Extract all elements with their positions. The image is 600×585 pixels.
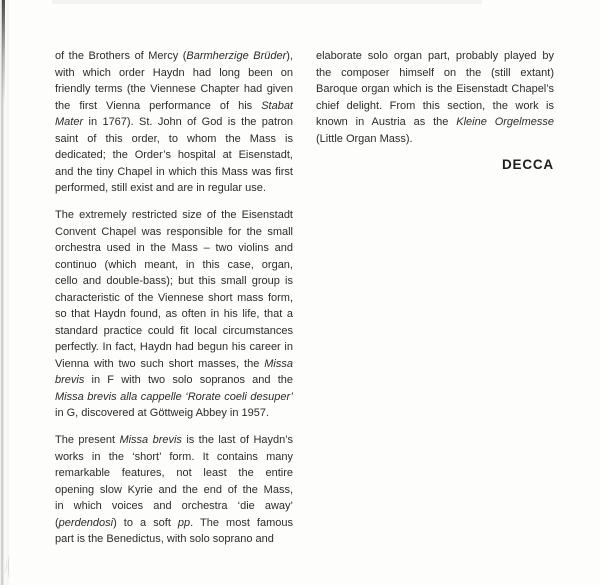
text-segment: opening slow Kyrie and the end of the Mass,: [55, 483, 293, 496]
text-line: [55, 273, 293, 290]
text-segment: perfectly. In fact, Haydn had begun his career in: [55, 341, 293, 353]
right-text-column: [316, 48, 554, 147]
text-line: [55, 306, 293, 323]
text-segment: is the last of Haydn’s: [181, 434, 293, 446]
italic-text-segment: Mater: [55, 116, 84, 128]
italic-text-segment: Kleine Orgelmesse: [456, 116, 554, 128]
text-line: [55, 48, 293, 65]
text-segment: The extremely restricted size of the Eisenstadt: [55, 209, 293, 221]
text-line: [55, 224, 293, 241]
text-segment: standard practice could fit local circumstances: [55, 324, 293, 337]
text-line: [55, 147, 293, 164]
italic-text-segment: perdendosi: [58, 516, 114, 529]
text-segment: in F with two solo sopranos and the: [84, 374, 293, 386]
text-line: [316, 65, 554, 82]
text-segment: so that Haydn found, as often in his life, that a: [55, 308, 293, 320]
text-segment: performed, still exist and are in regular use.: [55, 182, 266, 194]
text-segment: the first Vienna performance of his: [55, 99, 262, 112]
text-line: [55, 180, 293, 197]
text-segment: remarkable features, not least the entire: [55, 467, 293, 479]
paragraph: [55, 207, 293, 422]
text-line: [55, 131, 293, 148]
text-line: [316, 114, 554, 131]
text-segment: continuo (which meant, in this case, organ,: [55, 258, 293, 271]
text-segment: saint of this order, to whom the Mass is: [55, 132, 293, 145]
text-line: [55, 81, 293, 98]
text-segment: part is the Benedictus, with solo soprano and: [55, 533, 274, 545]
text-line: [55, 389, 293, 406]
text-line: [55, 449, 293, 466]
text-line: [55, 65, 293, 82]
text-line: [55, 498, 293, 515]
italic-text-segment: Stabat: [261, 99, 293, 112]
text-segment: elaborate solo organ part, probably played by: [316, 50, 554, 62]
italic-text-segment: Missa: [264, 357, 293, 370]
text-line: [55, 482, 293, 499]
italic-text-segment: Missa brevis alla cappelle ‘Rorate coeli desuper’: [55, 390, 293, 403]
italic-text-segment: Barmherzige Brüder: [186, 50, 287, 62]
text-line: [55, 405, 293, 422]
text-segment: in G, discovered at Göttweig Abbey in 1957.: [55, 407, 270, 419]
text-line: [316, 131, 554, 148]
text-line: [316, 98, 554, 115]
text-line: [55, 531, 293, 548]
text-line: [55, 323, 293, 340]
text-line: [55, 240, 293, 257]
text-line: [55, 432, 293, 449]
text-segment: in which voices and orchestra ‘die away’: [55, 500, 293, 512]
text-segment: characteristic of the Viennese short mass form,: [55, 291, 293, 304]
text-segment: in 1767). St. John of God is the patron: [83, 116, 293, 128]
italic-text-segment: pp: [177, 516, 191, 529]
italic-text-segment: Missa brevis: [119, 434, 182, 446]
text-line: [55, 114, 293, 131]
publisher-logo-text: DECCA: [501, 157, 554, 172]
text-segment: friendly terms (the Viennese Chapter had given: [55, 83, 293, 95]
text-segment: the composer himself on the (still extant): [316, 66, 554, 79]
text-line: [316, 81, 554, 98]
text-line: [55, 372, 293, 389]
text-line: [55, 98, 293, 115]
text-segment: ) to a soft: [113, 516, 178, 529]
italic-text-segment: brevis: [55, 374, 85, 386]
text-segment: Vienna with two such short masses, the: [55, 357, 265, 370]
paragraph: [316, 48, 554, 147]
text-segment: orchestra used in the Mass – two violins and: [55, 242, 293, 254]
text-line: [55, 290, 293, 307]
text-segment: cello and double-bass); but this small group is: [55, 275, 293, 287]
text-line: [55, 515, 293, 532]
text-segment: with which order Haydn had long been on: [55, 66, 293, 79]
text-segment: and the tiny Chapel in which this Mass was first: [55, 165, 293, 178]
text-line: [55, 257, 293, 274]
top-scan-artifact: [52, 0, 482, 4]
left-text-column: [55, 48, 293, 548]
text-line: [55, 465, 293, 482]
text-segment: ),: [286, 50, 293, 62]
spine-top-scan-artifact: [2, 0, 5, 105]
text-segment: Convent Chapel was responsible for the small: [55, 225, 293, 238]
text-segment: dedicated; the Order’s hospital at Eisenstadt,: [55, 149, 293, 161]
text-line: [55, 164, 293, 181]
text-segment: of the Brothers of Mercy (: [55, 50, 187, 62]
paragraph: [55, 48, 293, 197]
text-segment: known in Austria as the: [316, 116, 457, 128]
text-line: [55, 339, 293, 356]
bottom-left-scan-artifact: [1, 553, 15, 581]
text-line: [55, 207, 293, 224]
text-segment: works in the ‘short’ form. It contains many: [55, 450, 293, 463]
text-segment: . The most famous: [190, 516, 293, 529]
text-segment: chief delight. From this section, the work is: [316, 99, 554, 112]
text-segment: (: [55, 516, 59, 529]
text-line: [316, 48, 554, 65]
text-segment: The present: [55, 434, 120, 446]
paragraph: [55, 432, 293, 548]
text-segment: Baroque organ which is the Eisenstadt Chapel’s: [316, 83, 554, 95]
text-segment: (Little Organ Mass).: [316, 132, 413, 145]
text-line: [55, 356, 293, 373]
